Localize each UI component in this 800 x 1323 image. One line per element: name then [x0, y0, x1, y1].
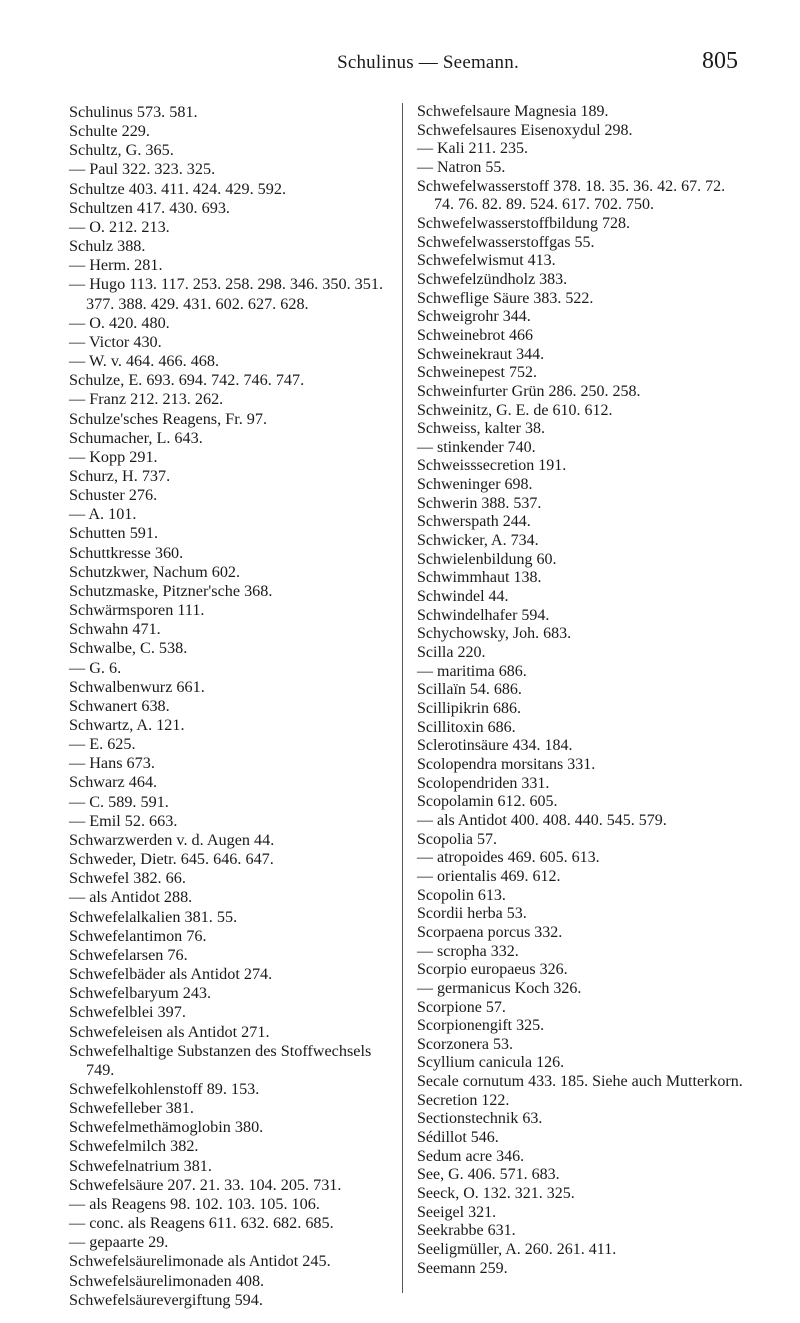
index-entry: Schwefelsäurevergiftung 594.	[69, 1290, 263, 1309]
index-entry: Schuster 276.	[69, 486, 158, 505]
index-entry: — Herm. 281.	[69, 256, 163, 275]
index-entry: Schweisssecretion 191.	[417, 457, 567, 475]
index-entry: Scilla 220.	[417, 644, 486, 662]
index-entry: Schulinus 573. 581.	[69, 103, 198, 121]
index-entry: Schweflige Säure 383. 522.	[417, 289, 594, 307]
index-entry: Schwefelhaltige Substanzen des Stoffwechsels 749.	[69, 1041, 372, 1079]
index-entry: Scorpione 57.	[417, 998, 506, 1016]
index-entry: Schwefelsaure Magnesia 189.	[417, 103, 609, 120]
index-entry: — O. 420. 480.	[69, 313, 170, 332]
index-entry: — Paul 322. 323. 325.	[69, 160, 216, 179]
index-entry: Scillipikrin 686.	[417, 700, 521, 717]
index-entry: Schutzkwer, Nachum 602.	[69, 562, 241, 581]
index-entry: Schweinekraut 344.	[417, 345, 545, 363]
index-entry: Schweinebrot 466	[417, 326, 533, 344]
index-entry: Schurz, H. 737.	[69, 466, 171, 485]
index-entry: Schwefeleisen als Antidot 271.	[69, 1022, 270, 1041]
index-entry: Schwalbenwurz 661.	[69, 677, 205, 696]
index-entry: — A. 101.	[69, 505, 137, 524]
index-entry: Schweinepest 752.	[417, 364, 537, 382]
index-entry: — atropoides 469. 605. 613.	[417, 849, 600, 867]
index-entry: Schwefelsäurelimonaden 408.	[69, 1271, 265, 1290]
index-entry: Schwalbe, C. 538.	[69, 639, 188, 658]
index-entry: Schwefelblei 397.	[69, 1003, 186, 1022]
index-entry: — W. v. 464. 466. 468.	[69, 352, 220, 371]
index-entry: Secale cornutum 433. 185. Siehe auch Mutterkorn.	[417, 1073, 743, 1091]
index-entry: Schultz, G. 365.	[69, 141, 174, 160]
index-entry: Schwefelwasserstoff 378. 18. 35. 36. 42. 67. 72. 74. 76. 82. 89. 524. 617. 702. 750.	[417, 177, 726, 214]
index-entry: — als Antidot 288.	[69, 888, 193, 907]
index-entry: Schwindel 44.	[417, 588, 509, 606]
index-entry: — Emil 52. 663.	[69, 811, 178, 830]
index-entry: Schwefelalkalien 381. 55.	[69, 907, 238, 926]
index-entry: Schulte 229.	[69, 122, 150, 141]
index-entry: Schweinitz, G. E. de 610. 612.	[417, 401, 613, 419]
index-entry: — germanicus Koch 326.	[417, 979, 582, 997]
index-entry: Schwärmsporen 111.	[69, 601, 205, 620]
index-entry: Schultze 403. 411. 424. 429. 592.	[69, 179, 287, 198]
index-entry: — scropha 332.	[417, 942, 519, 960]
index-entry: Schwefelsaures Eisenoxydul 298.	[417, 121, 633, 139]
index-entry: Schwefelsäurelimonade als Antidot 245.	[69, 1252, 331, 1271]
index-entry: Schwefelmethämoglobin 380.	[69, 1118, 264, 1137]
index-entry: Schwefelwasserstoffbildung 728.	[417, 214, 630, 232]
index-entry: Schulz 388.	[69, 237, 146, 256]
index-entry: — Franz 212. 213. 262.	[69, 390, 224, 409]
index-entry: Schulze, E. 693. 694. 742. 746. 747.	[69, 371, 305, 390]
index-entry: — gepaarte 29.	[69, 1233, 169, 1252]
index-entry: — O. 212. 213.	[69, 217, 170, 236]
index-entry: Schwarzwerden v. d. Augen 44.	[69, 830, 275, 849]
index-entry: Scyllium canicula 126.	[417, 1054, 565, 1072]
index-entry: Schychowsky, Joh. 683.	[417, 625, 572, 643]
index-entry: See, G. 406. 571. 683.	[417, 1166, 560, 1184]
index-entry: — Kopp 291.	[69, 447, 158, 466]
index-entry: Schutzmaske, Pitzner'sche 368.	[69, 581, 273, 600]
index-entry: Schweinfurter Grün 286. 250. 258.	[417, 382, 641, 400]
index-entry: Schwefelmilch 382.	[69, 1137, 199, 1156]
index-entry: Schwicker, A. 734.	[417, 532, 539, 550]
index-entry: Scillaïn 54. 686.	[417, 681, 522, 699]
index-entry: Secretion 122.	[417, 1091, 510, 1109]
index-entry: Scopolin 613.	[417, 886, 506, 904]
index-entry: Schweninger 698.	[417, 476, 533, 494]
index-entry: Schwefelantimon 76.	[69, 926, 207, 945]
index-entry: Scorpaena porcus 332.	[417, 923, 563, 941]
index-entry: Schwartz, A. 121.	[69, 716, 185, 734]
index-entry: Schweiss, kalter 38.	[417, 420, 545, 438]
index-entry: Schwefelbaryum 243.	[69, 984, 212, 1003]
index-entry: — als Reagens 98. 102. 103. 105. 106.	[69, 1194, 320, 1213]
index-entry: — maritima 686.	[417, 662, 527, 680]
index-entry: Schwerin 388. 537.	[417, 494, 542, 512]
index-entry: Seemann 259.	[417, 1259, 508, 1277]
index-entry: — als Antidot 400. 408. 440. 545. 579.	[417, 811, 667, 829]
index-entry: — C. 589. 591.	[69, 792, 169, 811]
index-entry: Schwerspath 244.	[417, 513, 531, 531]
index-entry: Scillitoxin 686.	[417, 718, 516, 736]
column-divider	[402, 103, 403, 1293]
index-entry: Scorzonera 53.	[417, 1035, 513, 1053]
index-entry: — stinkender 740.	[417, 438, 536, 456]
index-entry: — orientalis 469. 612.	[417, 867, 561, 885]
index-entry: Scordii herba 53.	[417, 905, 527, 923]
index-entry: Schwefelnatrium 381.	[69, 1156, 212, 1175]
index-entry: Sédillot 546.	[417, 1129, 499, 1147]
index-entry: Sectionstechnik 63.	[417, 1110, 543, 1128]
page-header	[0, 48, 800, 82]
index-entry: Schwefel 382. 66.	[69, 869, 186, 888]
index-entry: Schwefelsäure 207. 21. 33. 104. 205. 731.	[69, 1175, 342, 1194]
running-head: Schulinus — Seemann.	[337, 52, 519, 73]
index-entry: Schweder, Dietr. 645. 646. 647.	[69, 850, 274, 869]
index-entry: Schutten 591.	[69, 524, 159, 543]
index-entry: Seeck, O. 132. 321. 325.	[417, 1185, 575, 1203]
index-entry: Scopolamin 612. 605.	[417, 793, 558, 811]
index-entry: Schwefelarsen 76.	[69, 945, 188, 964]
index-entry: Sclerotinsäure 434. 184.	[417, 737, 573, 755]
index-entry: Schwefelzündholz 383.	[417, 270, 568, 288]
index-column-left	[69, 103, 391, 1310]
index-entry: Schwefelwasserstoffgas 55.	[417, 233, 595, 251]
index-entry: Seeligmüller, A. 260. 261. 411.	[417, 1241, 617, 1259]
index-entry: Schwefelwismut 413.	[417, 252, 556, 270]
index-entry: Scorpio europaeus 326.	[417, 961, 568, 979]
index-entry: Schultzen 417. 430. 693.	[69, 198, 230, 217]
index-entry: Schuttkresse 360.	[69, 543, 184, 562]
index-entry: Seeigel 321.	[417, 1203, 497, 1221]
index-entry: Schwanert 638.	[69, 696, 170, 715]
index-entry: Scopolia 57.	[417, 830, 497, 848]
index-entry: Schwefelkohlenstoff 89. 153.	[69, 1079, 260, 1098]
index-entry: Schulze'sches Reagens, Fr. 97.	[69, 409, 268, 428]
page-number: 805	[702, 48, 738, 74]
index-entry: Schwefelbäder als Antidot 274.	[69, 965, 273, 984]
index-entry: — Hugo 113. 117. 253. 258. 298. 346. 350. 351. 377. 388. 429. 431. 602. 627. 628.	[69, 275, 384, 313]
index-entry: — Victor 430.	[69, 332, 162, 351]
index-column-right	[417, 103, 743, 1278]
index-entry: Sedum acre 346.	[417, 1147, 525, 1165]
index-entry: Schumacher, L. 643.	[69, 428, 203, 447]
index-entry: — G. 6.	[69, 658, 122, 677]
index-entry: Schwindelhafer 594.	[417, 606, 550, 624]
index-entry: — E. 625.	[69, 735, 136, 754]
index-entry: — Kali 211. 235.	[417, 140, 528, 158]
index-entry: Schwielenbildung 60.	[417, 550, 557, 568]
index-entry: Schwefelleber 381.	[69, 1099, 194, 1118]
index-entry: Schwahn 471.	[69, 620, 161, 639]
index-entry: — Hans 673.	[69, 754, 155, 773]
index-entry: Schwimmhaut 138.	[417, 569, 542, 587]
index-entry: Scorpionengift 325.	[417, 1017, 545, 1035]
index-entry: — conc. als Reagens 611. 632. 682. 685.	[69, 1214, 334, 1233]
index-entry: Schwarz 464.	[69, 773, 158, 792]
index-entry: Scolopendra morsitans 331.	[417, 755, 596, 773]
index-entry: Schweigrohr 344.	[417, 308, 531, 326]
index-entry: Seekrabbe 631.	[417, 1222, 516, 1240]
index-entry: Scolopendriden 331.	[417, 774, 550, 792]
index-entry: — Natron 55.	[417, 158, 506, 176]
